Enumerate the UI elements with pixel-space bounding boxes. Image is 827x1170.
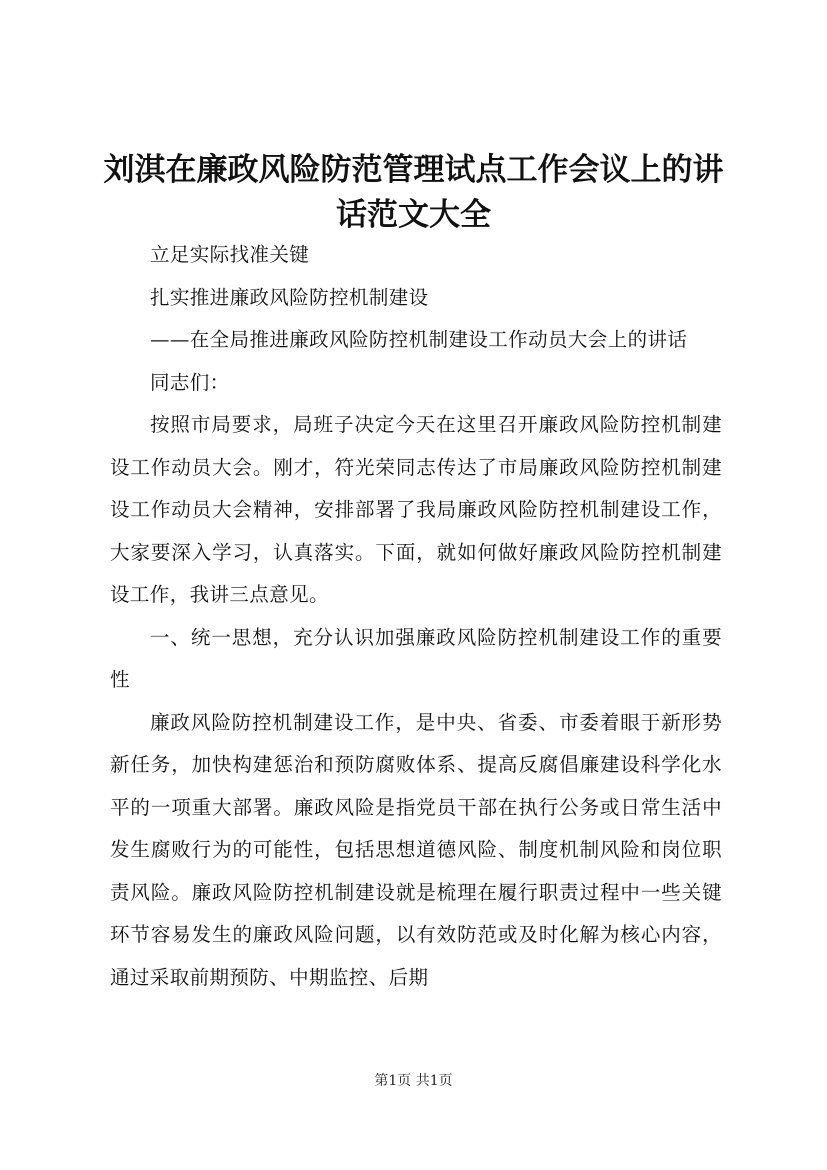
paragraph-subtitle-3: ——在全局推进廉政风险防控机制建设工作动员大会上的讲话 <box>149 328 688 351</box>
document-title: 刘淇在廉政风险防范管理试点工作会议上的讲话范文大全 <box>103 152 724 233</box>
paragraph-subtitle-2: 扎实推进廉政风险防控机制建设 <box>149 285 429 309</box>
paragraph-subtitle-1: 立足实际找准关键 <box>149 243 310 266</box>
paragraph-intro: 按照市局要求，局班子决定今天在这里召开廉政风险防控机制建设工作动员大会。刚才，符光荣同志传达了市局廉政风险防控机制建设工作动员大会精神，安排部署了我局廉政风险防控机制建设工作，大家要深入学习，认真落实。下面，就如何做好廉政风险防控机制建设工作，我讲三点意见。 <box>110 413 722 606</box>
paragraph-salutation: 同志们： <box>149 370 230 394</box>
document-body <box>110 234 722 999</box>
paragraph-body: 廉政风险防控机制建设工作，是中央、省委、市委着眼于新形势新任务，加快构建惩治和预防腐败体系、提高反腐倡廉建设科学化水平的一项重大部署。廉政风险是指党员干部在执行公务或日常生活中发生腐败行为的可能性，包括思想道德风险、制度机制风险和岗位职责风险。廉政风险防控机制建设就是梳理在履行职责过程中一些关键环节容易发生的廉政风险问题，以有效防范或及时化解为核心内容，通过采取前期预防、中期监控、后期 <box>110 710 722 989</box>
paragraph-section-heading: 一、统一思想，充分认识加强廉政风险防控机制建设工作的重要性 <box>110 625 722 691</box>
page-footer: 第1页 共1页 <box>374 1073 453 1089</box>
